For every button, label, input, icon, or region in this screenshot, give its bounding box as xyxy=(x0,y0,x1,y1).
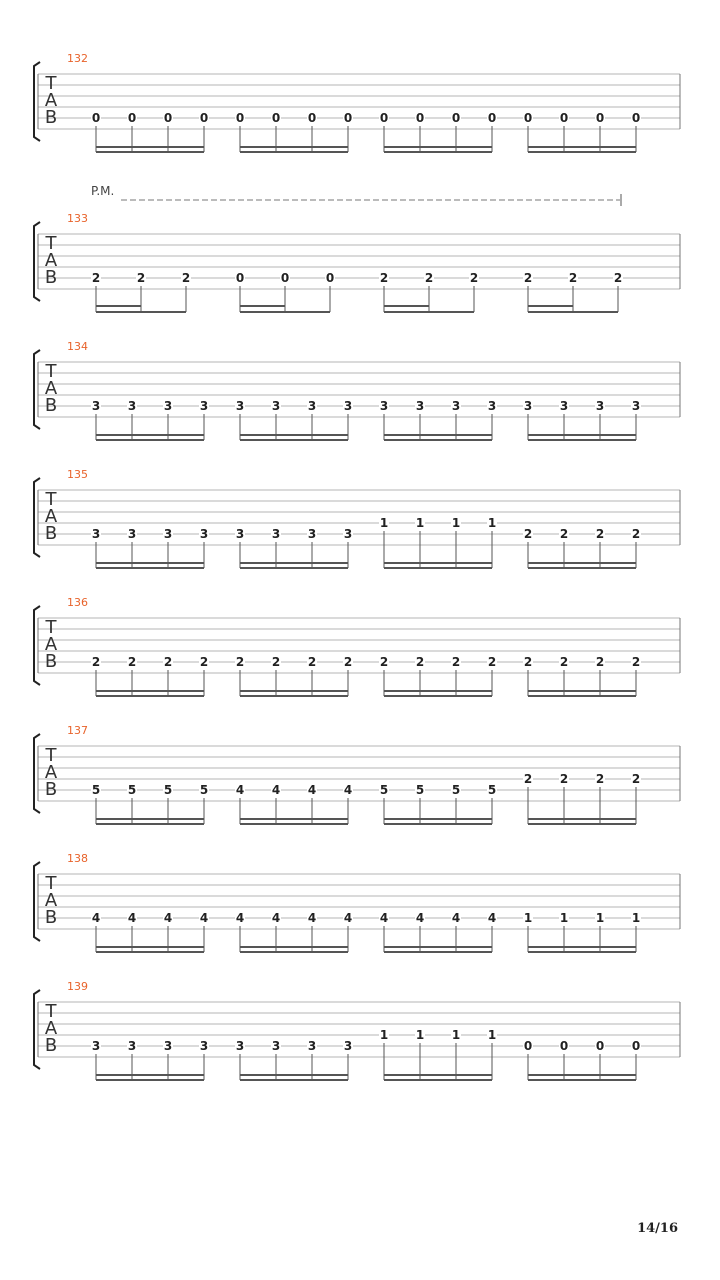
fret-number: 0 xyxy=(415,111,425,125)
fret-number: 2 xyxy=(91,271,101,285)
tab-clef-letter: B xyxy=(44,779,58,800)
fret-number: 3 xyxy=(91,527,101,541)
fret-number: 2 xyxy=(631,655,641,669)
fret-number: 2 xyxy=(199,655,209,669)
fret-number: 1 xyxy=(595,911,605,925)
fret-number: 4 xyxy=(127,911,137,925)
fret-number: 3 xyxy=(271,1039,281,1053)
fret-number: 3 xyxy=(379,399,389,413)
fret-number: 4 xyxy=(379,911,389,925)
tab-clef-letter: T xyxy=(45,73,57,94)
fret-number: 1 xyxy=(523,911,533,925)
tab-clef-letter: B xyxy=(44,395,58,416)
tab-clef-letter: B xyxy=(44,651,58,672)
measure-number: 139 xyxy=(67,980,88,993)
fret-number: 2 xyxy=(523,772,533,786)
fret-number: 0 xyxy=(325,271,335,285)
fret-number: 0 xyxy=(559,111,569,125)
fret-number: 5 xyxy=(451,783,461,797)
tab-clef-letter: T xyxy=(45,873,57,894)
fret-number: 0 xyxy=(280,271,290,285)
fret-number: 3 xyxy=(595,399,605,413)
fret-number: 0 xyxy=(235,271,245,285)
fret-number: 4 xyxy=(307,911,317,925)
fret-number: 3 xyxy=(163,527,173,541)
fret-number: 2 xyxy=(343,655,353,669)
tab-clef-letter: B xyxy=(44,907,58,928)
fret-number: 1 xyxy=(487,516,497,530)
tab-clef-letter: A xyxy=(44,634,58,655)
fret-number: 5 xyxy=(91,783,101,797)
fret-number: 5 xyxy=(199,783,209,797)
fret-number: 2 xyxy=(379,271,389,285)
fret-number: 2 xyxy=(523,655,533,669)
fret-number: 2 xyxy=(595,772,605,786)
fret-number: 5 xyxy=(379,783,389,797)
fret-number: 3 xyxy=(559,399,569,413)
fret-number: 3 xyxy=(343,1039,353,1053)
fret-number: 2 xyxy=(559,772,569,786)
fret-number: 2 xyxy=(559,655,569,669)
fret-number: 1 xyxy=(559,911,569,925)
tab-clef-letter: A xyxy=(44,890,58,911)
fret-number: 0 xyxy=(343,111,353,125)
tab-clef-letter: B xyxy=(44,523,58,544)
measure-number: 135 xyxy=(67,468,88,481)
fret-number: 4 xyxy=(307,783,317,797)
fret-number: 0 xyxy=(91,111,101,125)
fret-number: 3 xyxy=(487,399,497,413)
fret-number: 2 xyxy=(307,655,317,669)
fret-number: 3 xyxy=(631,399,641,413)
fret-number: 2 xyxy=(127,655,137,669)
fret-number: 3 xyxy=(271,527,281,541)
tab-clef-letter: A xyxy=(44,378,58,399)
tab-clef-letter: B xyxy=(44,267,58,288)
measure-number: 137 xyxy=(67,724,88,737)
fret-number: 2 xyxy=(181,271,191,285)
tab-clef-letter: T xyxy=(45,361,57,382)
fret-number: 2 xyxy=(487,655,497,669)
measure-number: 134 xyxy=(67,340,88,353)
fret-number: 3 xyxy=(307,399,317,413)
fret-number: 3 xyxy=(271,399,281,413)
fret-number: 3 xyxy=(343,399,353,413)
tab-clef-letter: A xyxy=(44,250,58,271)
fret-number: 1 xyxy=(631,911,641,925)
fret-number: 3 xyxy=(199,527,209,541)
tab-clef-letter: T xyxy=(45,617,57,638)
fret-number: 4 xyxy=(235,911,245,925)
fret-number: 2 xyxy=(415,655,425,669)
tab-clef-letter: T xyxy=(45,745,57,766)
fret-number: 0 xyxy=(523,111,533,125)
fret-number: 3 xyxy=(163,399,173,413)
fret-number: 3 xyxy=(127,527,137,541)
fret-number: 5 xyxy=(127,783,137,797)
fret-number: 3 xyxy=(523,399,533,413)
fret-number: 3 xyxy=(343,527,353,541)
fret-number: 3 xyxy=(127,399,137,413)
fret-number: 2 xyxy=(613,271,623,285)
fret-number: 0 xyxy=(559,1039,569,1053)
fret-number: 2 xyxy=(235,655,245,669)
fret-number: 0 xyxy=(595,111,605,125)
fret-number: 2 xyxy=(559,527,569,541)
fret-number: 4 xyxy=(91,911,101,925)
fret-number: 3 xyxy=(199,1039,209,1053)
fret-number: 3 xyxy=(415,399,425,413)
measure-number: 133 xyxy=(67,212,88,225)
fret-number: 0 xyxy=(199,111,209,125)
page-number: 14/16 xyxy=(637,1221,678,1236)
tab-clef-letter: T xyxy=(45,1001,57,1022)
fret-number: 3 xyxy=(199,399,209,413)
fret-number: 0 xyxy=(523,1039,533,1053)
tab-clef-letter: A xyxy=(44,1018,58,1039)
fret-number: 2 xyxy=(163,655,173,669)
tab-clef-letter: B xyxy=(44,1035,58,1056)
fret-number: 4 xyxy=(343,911,353,925)
fret-number: 3 xyxy=(451,399,461,413)
tab-clef-letter: A xyxy=(44,762,58,783)
fret-number: 2 xyxy=(523,271,533,285)
measure-number: 136 xyxy=(67,596,88,609)
fret-number: 0 xyxy=(631,1039,641,1053)
fret-number: 2 xyxy=(91,655,101,669)
fret-number: 0 xyxy=(379,111,389,125)
pm-annotation: P.M. xyxy=(91,184,115,198)
fret-number: 0 xyxy=(487,111,497,125)
fret-number: 1 xyxy=(379,1028,389,1042)
fret-number: 3 xyxy=(307,527,317,541)
fret-number: 3 xyxy=(235,1039,245,1053)
fret-number: 4 xyxy=(415,911,425,925)
fret-number: 2 xyxy=(568,271,578,285)
fret-number: 2 xyxy=(595,527,605,541)
fret-number: 0 xyxy=(271,111,281,125)
fret-number: 2 xyxy=(136,271,146,285)
fret-number: 3 xyxy=(307,1039,317,1053)
fret-number: 0 xyxy=(127,111,137,125)
fret-number: 3 xyxy=(127,1039,137,1053)
tab-clef-letter: B xyxy=(44,107,58,128)
fret-number: 1 xyxy=(451,516,461,530)
fret-number: 0 xyxy=(307,111,317,125)
fret-number: 2 xyxy=(595,655,605,669)
fret-number: 3 xyxy=(91,1039,101,1053)
tab-clef-letter: A xyxy=(44,506,58,527)
measure-number: 138 xyxy=(67,852,88,865)
tab-clef-letter: T xyxy=(45,233,57,254)
fret-number: 4 xyxy=(235,783,245,797)
fret-number: 4 xyxy=(271,783,281,797)
fret-number: 2 xyxy=(271,655,281,669)
fret-number: 1 xyxy=(415,516,425,530)
tab-clef-letter: A xyxy=(44,90,58,111)
fret-number: 0 xyxy=(163,111,173,125)
fret-number: 3 xyxy=(163,1039,173,1053)
fret-number: 3 xyxy=(91,399,101,413)
fret-number: 5 xyxy=(487,783,497,797)
tab-clef-letter: T xyxy=(45,489,57,510)
fret-number: 2 xyxy=(469,271,479,285)
fret-number: 0 xyxy=(631,111,641,125)
fret-number: 4 xyxy=(271,911,281,925)
fret-number: 2 xyxy=(631,772,641,786)
fret-number: 4 xyxy=(451,911,461,925)
fret-number: 1 xyxy=(379,516,389,530)
fret-number: 4 xyxy=(487,911,497,925)
fret-number: 4 xyxy=(163,911,173,925)
fret-number: 0 xyxy=(235,111,245,125)
fret-number: 5 xyxy=(163,783,173,797)
fret-number: 5 xyxy=(415,783,425,797)
fret-number: 2 xyxy=(631,527,641,541)
fret-number: 1 xyxy=(487,1028,497,1042)
fret-number: 2 xyxy=(451,655,461,669)
fret-number: 4 xyxy=(343,783,353,797)
fret-number: 0 xyxy=(595,1039,605,1053)
fret-number: 0 xyxy=(451,111,461,125)
fret-number: 4 xyxy=(199,911,209,925)
measure-number: 132 xyxy=(67,52,88,65)
fret-number: 2 xyxy=(424,271,434,285)
fret-number: 2 xyxy=(523,527,533,541)
fret-number: 1 xyxy=(415,1028,425,1042)
fret-number: 2 xyxy=(379,655,389,669)
fret-number: 3 xyxy=(235,399,245,413)
fret-number: 1 xyxy=(451,1028,461,1042)
fret-number: 3 xyxy=(235,527,245,541)
